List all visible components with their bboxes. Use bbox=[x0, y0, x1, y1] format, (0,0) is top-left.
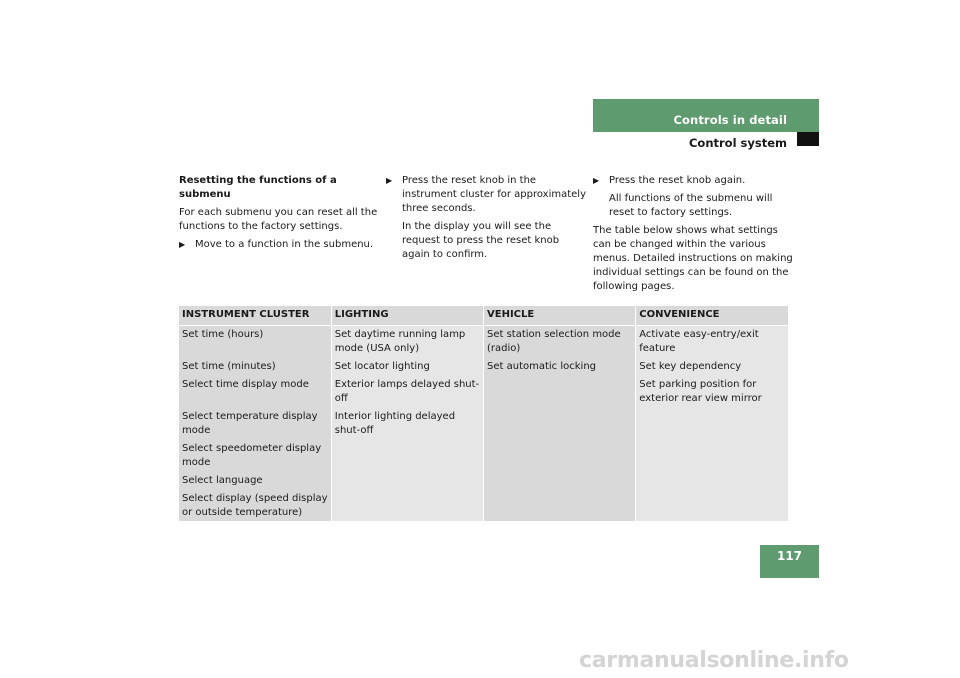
header-vehicle: VEHICLE bbox=[484, 306, 636, 325]
table-intro-paragraph: The table below shows what settings can be changed within the various menus. Detailed instructions on making individual settings can be found on the following pages. bbox=[593, 225, 793, 292]
lighting-column bbox=[331, 325, 483, 521]
settings-table bbox=[179, 306, 788, 521]
step-1 bbox=[179, 238, 379, 252]
watermark: carmanualsonline.info bbox=[579, 648, 849, 673]
list-item: Set daytime running lamp mode (USA only) bbox=[334, 328, 466, 354]
step-3-text: Press the reset knob again. bbox=[609, 175, 746, 186]
list-item: Select display (speed display or outside temperature) bbox=[182, 492, 328, 518]
list-item: Select temperature display mode bbox=[182, 410, 318, 436]
list-item: Activate easy-entry/exit feature bbox=[639, 328, 759, 354]
step-2-text: Press the reset knob in the instrument cluster for approximately three seconds. bbox=[402, 175, 587, 214]
header-bar bbox=[593, 99, 819, 132]
table-header-row bbox=[179, 306, 788, 325]
header-marker bbox=[797, 132, 819, 146]
list-item: Interior lighting delayed shut-off bbox=[334, 410, 456, 436]
column-3 bbox=[593, 174, 793, 298]
list-item: Select language bbox=[182, 474, 263, 486]
step-3-note: All functions of the submenu will reset to factory settings. bbox=[609, 193, 773, 218]
section-title: Controls in detail bbox=[673, 113, 787, 127]
table-row bbox=[179, 325, 788, 521]
bullet-arrow-icon: ▶ bbox=[593, 176, 600, 185]
intro-paragraph: For each submenu you can reset all the functions to the factory settings. bbox=[179, 207, 378, 232]
page-number: 117 bbox=[776, 549, 803, 563]
list-item: Exterior lamps delayed shut-off bbox=[334, 378, 480, 404]
list-item: Select speedometer display mode bbox=[182, 442, 322, 468]
step-3 bbox=[593, 174, 793, 188]
bullet-arrow-icon: ▶ bbox=[386, 176, 393, 185]
page-subtitle: Control system bbox=[688, 136, 787, 150]
page-number-box bbox=[760, 545, 819, 578]
column-2 bbox=[386, 174, 586, 266]
list-item: Set locator lighting bbox=[334, 360, 430, 372]
list-item: Set key dependency bbox=[639, 360, 742, 372]
column-1 bbox=[179, 174, 379, 252]
bullet-arrow-icon: ▶ bbox=[179, 240, 186, 249]
step-1-text: Move to a function in the submenu. bbox=[195, 239, 374, 250]
list-item: Set time (hours) bbox=[182, 328, 264, 340]
vehicle-column bbox=[484, 325, 636, 521]
step-2-note: In the display you will see the request to press the reset knob again to confirm. bbox=[402, 221, 560, 260]
list-item: Set station selection mode (radio) bbox=[487, 328, 621, 354]
step-2 bbox=[386, 174, 586, 216]
section-heading: Resetting the functions of a submenu bbox=[179, 175, 337, 200]
list-item: Set time (minutes) bbox=[182, 360, 276, 372]
convenience-column bbox=[636, 325, 788, 521]
list-item: Set automatic locking bbox=[487, 360, 596, 372]
instrument-cluster-column bbox=[179, 325, 331, 521]
list-item: Select time display mode bbox=[182, 378, 309, 390]
header-convenience: CONVENIENCE bbox=[636, 306, 788, 325]
header-lighting: LIGHTING bbox=[331, 306, 483, 325]
header-instrument-cluster: INSTRUMENT CLUSTER bbox=[179, 306, 331, 325]
list-item: Set parking position for exterior rear view mirror bbox=[639, 378, 762, 404]
